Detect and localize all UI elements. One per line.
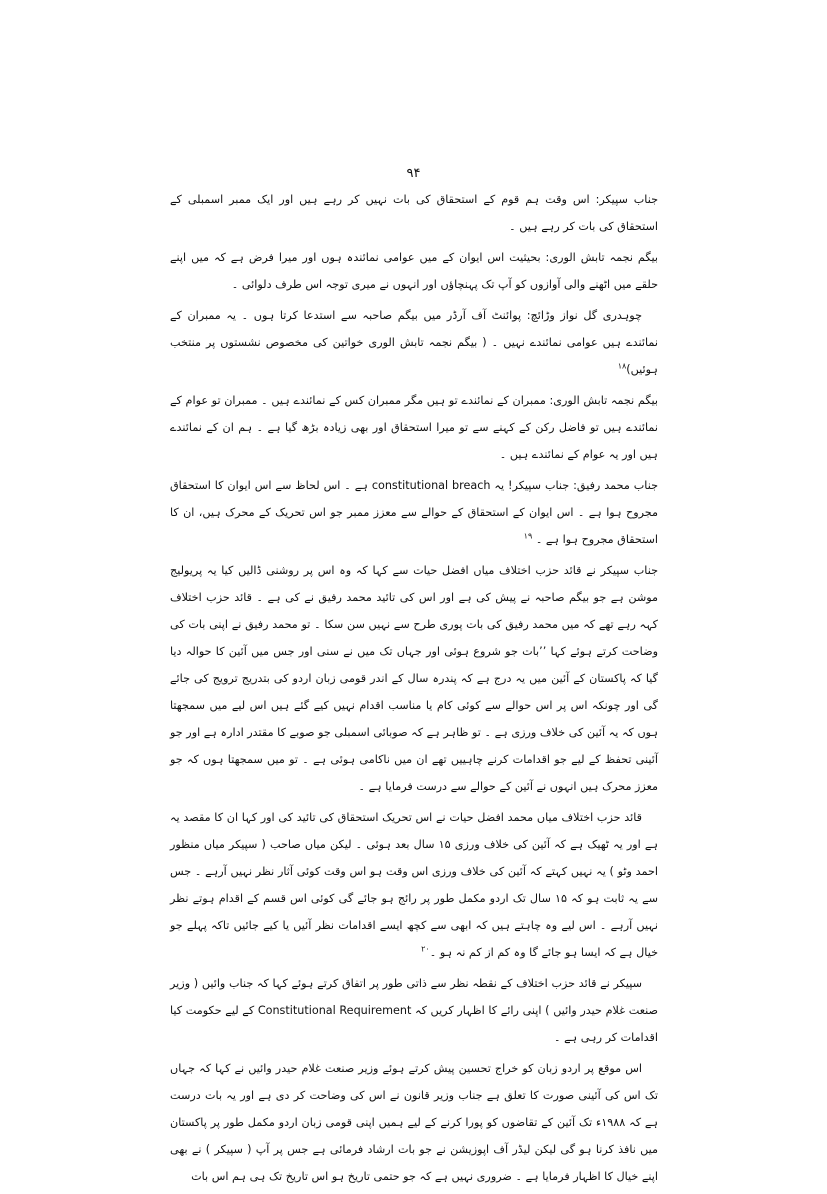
paragraph-text: جناب سپیکر: اس وقت ہم قوم کے استحقاق کی بات نہیں کر رہے ہیں اور ایک ممبر اسمبلی کے استحقاق کی بات کر رہے ہیں ۔	[170, 193, 658, 233]
paragraph-afzal-hayat	[170, 804, 658, 966]
footnote-ref: ۱۸	[617, 361, 627, 371]
paragraph-najma-1	[170, 244, 658, 298]
paragraph-text: جناب محمد رفیق: جناب سپیکر! یہ constitutional breach ہے ۔ اس لحاظ سے اس ایوان کا استحقاق مجروح ہوا ہے ۔ اس ایوان کے استحقاق کے حوالے سے معزز ممبر جو اس تحریک کے محرک ہیں، ان کا استحقاق مجروح ہوا ہے ۔	[170, 479, 658, 546]
paragraph-text: سپیکر نے قائد حزب اختلاف کے نقطہ نظر سے ذاتی طور پر اتفاق کرتے ہوئے کہا کہ جناب وائیں ( وزیر صنعت غلام حیدر وائیں ) اپنی رائے کا اظہار کریں کہ Constitutional Requirement کے لیے حکومت کیا اقدامات کر رہی ہے ۔	[170, 977, 658, 1044]
paragraph-text: چوہدری گل نواز وڑائچ: پوائنٹ آف آرڈر میں بیگم صاحبہ سے استدعا کرتا ہوں ۔ یہ ممبران کے نمائندے ہیں عوامی نمائندے نہیں ۔ ( بیگم نجمہ تابش الوری خواتین کی مخصوص نشستوں پر منتخب ہوئیں)	[170, 309, 658, 376]
paragraph-text: اس موقع پر اردو زبان کو خراج تحسین پیش کرتے ہوئے وزیر صنعت غلام حیدر وائیں نے کہا کہ جہاں تک اس کی آئینی صورت کا تعلق ہے جناب وزیر قانون نے اس کی وضاحت کر دی ہے اور یہ بات درست ہے کہ ۱۹۸۸ء تک آئین کے تقاضوں کو پورا کرنے کے لیے ہمیں اپنی قومی زبان اردو مکمل طور پر پاکستان میں نافذ کرنا ہو گی لیکن لیڈر آف اپوزیشن نے جو بات ارشاد فرمائی ہے جس پر آپ ( سپیکر ) نے بھی اپنے خیال کا اظہار فرمایا ہے ۔ ضروری نہیں ہے کہ جو حتمی تاریخ ہو اس تاریخ تک ہی ہم اس بات	[170, 1062, 658, 1183]
paragraph-najma-2	[170, 387, 658, 468]
paragraph-text: قائد حزب اختلاف میاں محمد افضل حیات نے اس تحریک استحقاق کی تائید کی اور کہا ان کا مقصد یہ ہے اور یہ ٹھیک ہے کہ آئین کی خلاف ورزی ۱۵ سال بعد ہوئی ۔ لیکن میاں صاحب ( سپیکر میاں منظور احمد وٹو ) یہ نہیں کہتے کہ آئین کی خلاف ورزی اس وقت ہو اس وقت کوئی آثار نظر نہیں آرہے ۔ جس سے یہ ثابت ہو کہ ۱۵ سال تک اردو مکمل طور پر رائج ہو جائے گی کوئی اس قسم کے اقدام ہوتے نظر نہیں آرہے ۔ اس لیے وہ چاہتے ہیں کہ ابھی سے کچھ ایسے اقدامات نظر آئیں یا کیے جائیں تاکہ پہلے جو خیال ہے کہ ایسا ہو جائے گا وہ کم از کم نہ ہو ۔	[170, 811, 659, 959]
paragraph-rafiq	[170, 472, 658, 553]
paragraph-speaker-3	[170, 970, 658, 1051]
page-body	[170, 186, 658, 1194]
paragraph-speaker-2	[170, 557, 658, 800]
page-number: ۹۴	[406, 166, 421, 181]
paragraph-text: بیگم نجمہ تابش الوری: بحیثیت اس ایوان کے میں عوامی نمائندہ ہوں اور میرا فرض ہے کہ میں اپنے حلقے میں اٹھنے والی آوازوں کو آپ تک پہنچاؤں اور انہوں نے میری توجہ اس طرف دلوائی ۔	[170, 251, 658, 291]
footnote-ref: ۱۹	[523, 531, 533, 541]
paragraph-text: جناب سپیکر نے قائد حزب اختلاف میاں افضل حیات سے کہا کہ وہ اس پر روشنی ڈالیں کیا یہ پریولیج موشن ہے جو بیگم صاحبہ نے پیش کی ہے اور اس کی تائید محمد رفیق نے کی ہے ۔ قائد حزب اختلاف کہہ رہے تھے کہ میں محمد رفیق کی بات پوری طرح سے نہیں سن سکا ۔ تو محمد رفیق نے اپنی بات کی وضاحت کرتے ہوئے کہا ’’بات جو شروع ہوئی اور جہاں تک میں نے سنی اور جس میں آئین کا حوالہ دیا گیا کہ پاکستان کے آئین میں یہ درج ہے کہ پندرہ سال کے اندر قومی زبان اردو کی بتدریج ترویج کی جائے گی اور چونکہ اس پر اس حوالے سے کوئی کام یا مناسب اقدام نہیں کیے گئے ہیں اس لیے میں سمجھتا ہوں کہ یہ آئین کی خلاف ورزی ہے ۔ تو ظاہر ہے کہ صوبائی اسمبلی جو صوبے کا مقتدر ادارہ ہے اور جو آئینی تحفظ کے لیے جو اقدامات کرنے چاہییں تھے ان میں ناکامی ہوئی ہے ۔ تو میں سمجھتا ہوں کہ جو معزز محرک ہیں انہوں نے آئین کے حوالے سے درست فرمایا ہے ۔	[170, 564, 658, 793]
footnote-ref: ۲۰	[421, 944, 430, 954]
paragraph-gul-nawaz	[170, 302, 658, 383]
paragraph-text: بیگم نجمہ تابش الوری: ممبران کے نمائندے تو ہیں مگر ممبران کس کے نمائندے ہیں ۔ ممبران تو عوام کے نمائندے ہیں تو فاضل رکن کے کہنے سے تو میرا استحقاق اور بھی زیادہ بڑھ گیا ہے ۔ ہم ان کے نمائندے ہیں اور یہ عوام کے نمائندے ہیں ۔	[170, 394, 658, 461]
paragraph-speaker-1	[170, 186, 658, 240]
